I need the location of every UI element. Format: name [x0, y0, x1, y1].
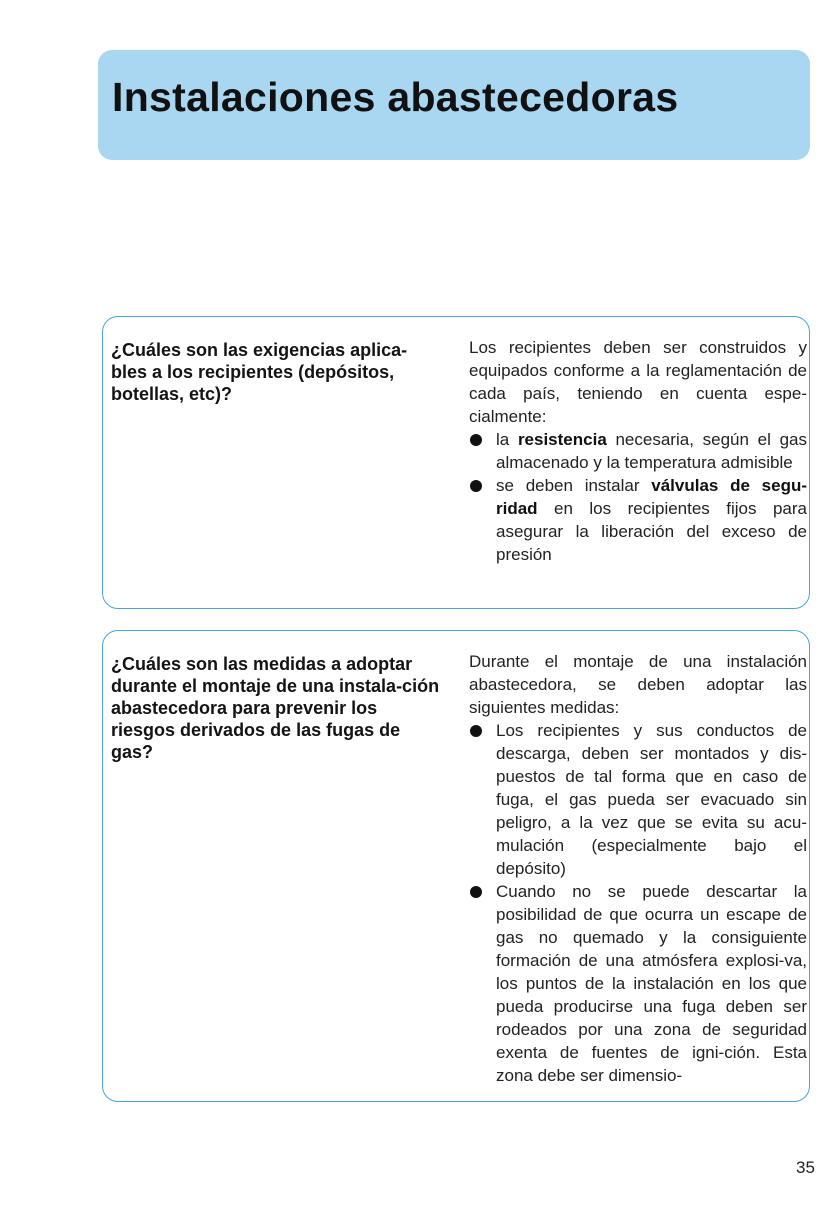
answer-block: [469, 336, 807, 566]
answer-block: [469, 650, 807, 1087]
list-item: [469, 474, 807, 566]
list-item: [469, 880, 807, 1087]
answer-list: [469, 719, 807, 1087]
bullet-icon: [470, 886, 482, 898]
answer-intro: Durante el montaje de una instalación abastecedora, se deben adoptar las siguientes medidas:: [469, 652, 807, 717]
page-number: 35: [796, 1158, 815, 1177]
bullet-text-start: la: [496, 430, 518, 449]
bullet-text: Cuando no se puede descartar la posibilidad de que ocurra un escape de gas no quemado y la consiguiente formación de una atmósfera explosi-va, los puntos de la instalación en los que pueda producirse una fuga deben ser rodeados por una zona de seguridad exenta de fuentes de igni-ción. Esta zona debe ser dimensio-: [496, 882, 807, 1085]
bullet-emphasis: resistencia: [517, 430, 607, 449]
question-text: ¿Cuáles son las exigencias aplica-bles a los recipientes (depósitos, botellas, etc)?: [111, 340, 408, 404]
bullet-text-start: se deben instalar: [496, 476, 652, 495]
list-item: [469, 719, 807, 880]
bullet-emphasis: válvulas de segu-ridad: [496, 476, 808, 518]
qa-box-montaje: [102, 630, 810, 1102]
page-title: Instalaciones abastecedoras: [112, 74, 679, 120]
bullet-text: Los recipientes y sus conductos de descarga, deben ser montados y dis-puestos de tal forma que en caso de fuga, el gas pueda ser evacuado sin peligro, a la vez que se evita su acu-mulación (especialmente bajo el depósito): [496, 721, 807, 878]
list-item: [469, 428, 807, 474]
answer-list: [469, 428, 807, 566]
bullet-icon: [470, 434, 482, 446]
question-text: ¿Cuáles son las medidas a adoptar durante el montaje de una instala-ción abastecedora para prevenir los riesgos derivados de las fugas de gas?: [111, 654, 440, 762]
qa-box-recipientes: [102, 316, 810, 609]
answer-intro: Los recipientes deben ser construidos y equipados conforme a la reglamentación de cada país, teniendo en cuenta espe-cialmente:: [469, 338, 807, 426]
bullet-icon: [470, 480, 482, 492]
bullet-text-end: necesaria, según el gas almacenado y la temperatura admisible: [496, 430, 807, 472]
bullet-text-end: en los recipientes fijos para asegurar la liberación del exceso de presión: [496, 499, 807, 564]
bullet-icon: [470, 725, 482, 737]
title-banner: [98, 50, 810, 160]
